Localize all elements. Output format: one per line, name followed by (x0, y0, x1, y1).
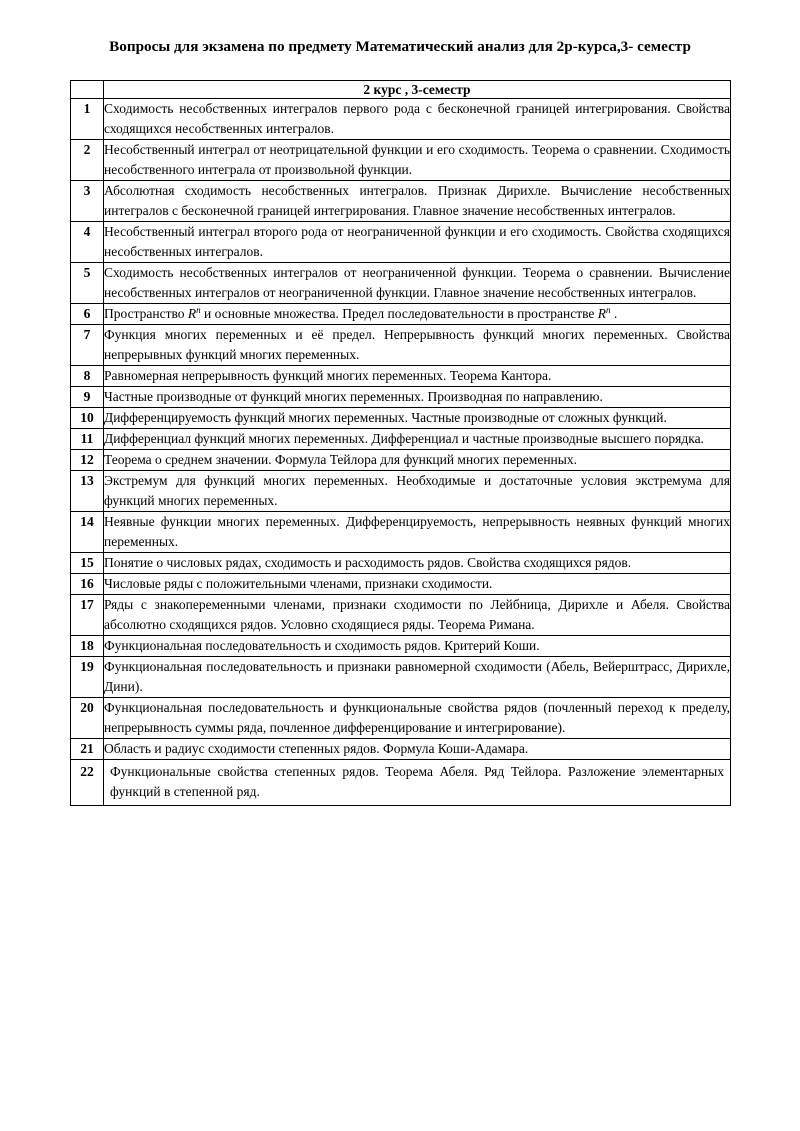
question-text: Функциональные свойства степенных рядов. Теорема Абеля. Ряд Тейлора. Разложение элементарных функций в степенной ряд. (104, 760, 731, 806)
table-row (71, 450, 731, 471)
table-row (71, 387, 731, 408)
question-text: Числовые ряды с положительными членами, признаки сходимости. (104, 574, 731, 595)
question-text: Частные производные от функций многих переменных. Производная по направлению. (104, 387, 731, 408)
questions-table (70, 80, 731, 806)
question-number: 15 (71, 553, 104, 574)
table-header-title: 2 курс , 3-семестр (104, 81, 731, 99)
table-row (71, 429, 731, 450)
question-number: 12 (71, 450, 104, 471)
question-number: 5 (71, 263, 104, 304)
question-text: Ряды с знакопеременными членами, признаки сходимости по Лейбница, Дирихле и Абеля. Свойства абсолютно сходящихся рядов. Условно сходящиеся ряды. Теорема Римана. (104, 595, 731, 636)
table-row (71, 99, 731, 140)
question-number: 4 (71, 222, 104, 263)
question-number: 16 (71, 574, 104, 595)
table-row (71, 739, 731, 760)
table-row (71, 366, 731, 387)
question-number: 18 (71, 636, 104, 657)
question-number: 19 (71, 657, 104, 698)
question-number: 1 (71, 99, 104, 140)
question-text: Сходимость несобственных интегралов от неограниченной функции. Теорема о сравнении. Вычисление несобственных интегралов от неограниченной функции. Главное значение несобственных интегралов. (104, 263, 731, 304)
table-row (71, 325, 731, 366)
question-text: Функция многих переменных и её предел. Непрерывность функций многих переменных. Свойства непрерывных функций многих переменных. (104, 325, 731, 366)
question-number: 11 (71, 429, 104, 450)
question-number: 7 (71, 325, 104, 366)
table-row (71, 595, 731, 636)
question-text: Абсолютная сходимость несобственных интегралов. Признак Дирихле. Вычисление несобственных интегралов с бесконечной границей интегрирования. Главное значение несобственных интегралов. (104, 181, 731, 222)
question-number: 22 (71, 760, 104, 806)
question-number: 8 (71, 366, 104, 387)
question-number: 9 (71, 387, 104, 408)
question-number: 21 (71, 739, 104, 760)
table-row (71, 574, 731, 595)
question-number: 2 (71, 140, 104, 181)
table-row (71, 263, 731, 304)
table-row (71, 636, 731, 657)
question-number: 13 (71, 471, 104, 512)
question-text: Несобственный интеграл второго рода от неограниченной функции и его сходимость. Свойства сходящихся несобственных интегралов. (104, 222, 731, 263)
question-text: Функциональная последовательность и функциональные свойства рядов (почленный переход к пределу, непрерывность суммы ряда, почленное дифференцирование и интегрирование). (104, 698, 731, 739)
question-number: 14 (71, 512, 104, 553)
space-dimension-superscript: n (606, 305, 611, 315)
header-number-cell (71, 81, 104, 99)
question-text: Область и радиус сходимости степенных рядов. Формула Коши-Адамара. (104, 739, 731, 760)
table-row (71, 140, 731, 181)
question-number: 6 (71, 304, 104, 325)
question-text-part: Пространство (104, 306, 188, 321)
space-dimension-superscript: n (196, 305, 201, 315)
table-header-row (71, 81, 731, 99)
question-number: 10 (71, 408, 104, 429)
question-text: Дифференциал функций многих переменных. Дифференциал и частные производные высшего порядка. (104, 429, 731, 450)
question-text: Функциональная последовательность и признаки равномерной сходимости (Абель, Вейерштрасс, Дирихле, Дини). (104, 657, 731, 698)
question-text (104, 304, 731, 325)
table-row (71, 181, 731, 222)
question-text: Экстремум для функций многих переменных. Необходимые и достаточные условия экстремума для функций многих переменных. (104, 471, 731, 512)
question-text-part: и основные множества. Предел последовательности в пространстве (200, 306, 598, 321)
question-number: 17 (71, 595, 104, 636)
document-title: Вопросы для экзамена по предмету Математический анализ для 2р-курса,3- семестр (109, 38, 691, 55)
question-text: Несобственный интеграл от неотрицательной функции и его сходимость. Теорема о сравнении. Сходимость несобственного интеграла от произвольной функции. (104, 140, 731, 181)
question-text: Функциональная последовательность и сходимость рядов. Критерий Коши. (104, 636, 731, 657)
question-text: Понятие о числовых рядах, сходимость и расходимость рядов. Свойства сходящихся рядов. (104, 553, 731, 574)
space-symbol: R (597, 306, 607, 321)
table-row (71, 657, 731, 698)
table-row (71, 512, 731, 553)
question-number: 3 (71, 181, 104, 222)
question-text: Сходимость несобственных интегралов первого рода с бесконечной границей интегрирования. Свойства сходящихся несобственных интегралов. (104, 99, 731, 140)
table-row (71, 760, 731, 806)
question-text: Неявные функции многих переменных. Дифференцируемость, непрерывность неявных функций многих переменных. (104, 512, 731, 553)
table-row (71, 304, 731, 325)
table-row (71, 222, 731, 263)
table-row (71, 471, 731, 512)
table-row (71, 553, 731, 574)
question-text-part: . (610, 306, 618, 321)
table-row (71, 408, 731, 429)
space-symbol: R (187, 306, 197, 321)
question-text: Теорема о среднем значении. Формула Тейлора для функций многих переменных. (104, 450, 731, 471)
question-text: Равномерная непрерывность функций многих переменных. Теорема Кантора. (104, 366, 731, 387)
question-number: 20 (71, 698, 104, 739)
table-row (71, 698, 731, 739)
question-text: Дифференцируемость функций многих переменных. Частные производные от сложных функций. (104, 408, 731, 429)
